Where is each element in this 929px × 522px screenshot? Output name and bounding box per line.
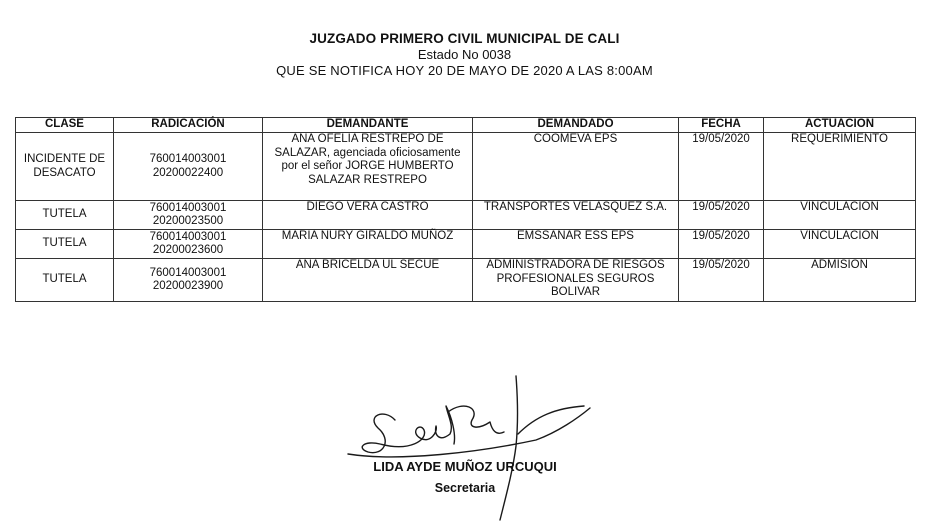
cell-demandante <box>263 133 473 201</box>
cell-actuacion <box>764 259 916 302</box>
actuacion-text: ADMISION <box>811 259 868 271</box>
column-header-clase: CLASE <box>16 118 114 133</box>
document-header <box>0 30 929 79</box>
table-row <box>16 259 916 302</box>
cell-demandante <box>263 259 473 302</box>
clase-text: TUTELA <box>42 237 87 250</box>
radicacion-line-1: 760014003001 <box>149 230 227 243</box>
notification-table <box>15 117 916 302</box>
cell-fecha <box>679 230 764 259</box>
cell-fecha <box>679 201 764 230</box>
fecha-text: 19/05/2020 <box>692 133 750 145</box>
cell-demandado <box>473 259 679 302</box>
cell-clase <box>16 133 114 201</box>
cell-demandado <box>473 230 679 259</box>
demandante-text: MARIA NURY GIRALDO MUÑOZ <box>281 230 454 242</box>
clase-text: TUTELA <box>42 208 87 221</box>
cell-demandante <box>263 230 473 259</box>
radicacion-line-1: 760014003001 <box>149 266 227 279</box>
radicacion-line-1: 760014003001 <box>149 201 227 214</box>
fecha-text: 19/05/2020 <box>692 259 750 271</box>
clase-text: INCIDENTE DE DESACATO <box>23 153 106 179</box>
radicacion-line-1: 760014003001 <box>149 153 227 165</box>
column-header-fecha: FECHA <box>679 118 764 133</box>
radicacion-line-2: 20200023500 <box>152 215 224 227</box>
handwritten-signature <box>340 372 600 522</box>
column-header-demandante: DEMANDANTE <box>263 118 473 133</box>
demandado-text: EMSSANAR ESS EPS <box>517 230 634 242</box>
actuacion-text: REQUERIMIENTO <box>791 133 888 145</box>
table-row <box>16 230 916 259</box>
cell-actuacion <box>764 133 916 201</box>
demandado-text: ADMINISTRADORA DE RIESGOS PROFESIONALES SEGUROS BOLIVAR <box>486 259 665 298</box>
cell-radicacion <box>114 201 263 230</box>
cell-actuacion <box>764 201 916 230</box>
demandante-text: ANA BRICELDA UL SECUE <box>295 259 440 271</box>
cell-demandado <box>473 133 679 201</box>
cell-clase <box>16 201 114 230</box>
cell-actuacion <box>764 230 916 259</box>
signer-name: LIDA AYDE MUÑOZ URCUQUI <box>373 459 557 474</box>
actuacion-text: VINCULACION <box>800 201 879 213</box>
cell-radicacion <box>114 230 263 259</box>
notification-date: QUE SE NOTIFICA HOY 20 DE MAYO DE 2020 A LAS 8:00AM <box>276 63 653 78</box>
cell-radicacion <box>114 133 263 201</box>
radicacion-line-2: 20200023900 <box>152 280 224 292</box>
column-header-demandado: DEMANDADO <box>473 118 679 133</box>
cell-demandado <box>473 201 679 230</box>
cell-fecha <box>679 133 764 201</box>
table-row <box>16 133 916 201</box>
estado-number: Estado No 0038 <box>417 47 512 62</box>
signer-role: Secretaria <box>434 481 496 495</box>
table-row <box>16 201 916 230</box>
demandado-text: COOMEVA EPS <box>533 133 618 145</box>
cell-radicacion <box>114 259 263 302</box>
column-header-radicacion: RADICACIÓN <box>114 118 263 133</box>
demandado-text: TRANSPORTES VELASQUEZ S.A. <box>483 201 668 213</box>
demandante-text: ANA OFELIA RESTREPO DE SALAZAR, agenciada oficiosamente por el señor JORGE HUMBERTO SALAZAR RESTREPO <box>274 133 461 186</box>
demandante-text: DIEGO VERA CASTRO <box>306 201 429 213</box>
fecha-text: 19/05/2020 <box>692 201 750 213</box>
column-header-actuacion: ACTUACION <box>764 118 916 133</box>
cell-clase <box>16 259 114 302</box>
cell-demandante <box>263 201 473 230</box>
table-header-row <box>16 118 916 133</box>
fecha-text: 19/05/2020 <box>692 230 750 242</box>
radicacion-line-2: 20200022400 <box>152 166 224 179</box>
court-name: JUZGADO PRIMERO CIVIL MUNICIPAL DE CALI <box>309 31 620 46</box>
actuacion-text: VINCULACION <box>800 230 879 242</box>
cell-fecha <box>679 259 764 302</box>
radicacion-line-2: 20200023600 <box>152 244 224 256</box>
clase-text: TUTELA <box>42 273 87 286</box>
cell-clase <box>16 230 114 259</box>
